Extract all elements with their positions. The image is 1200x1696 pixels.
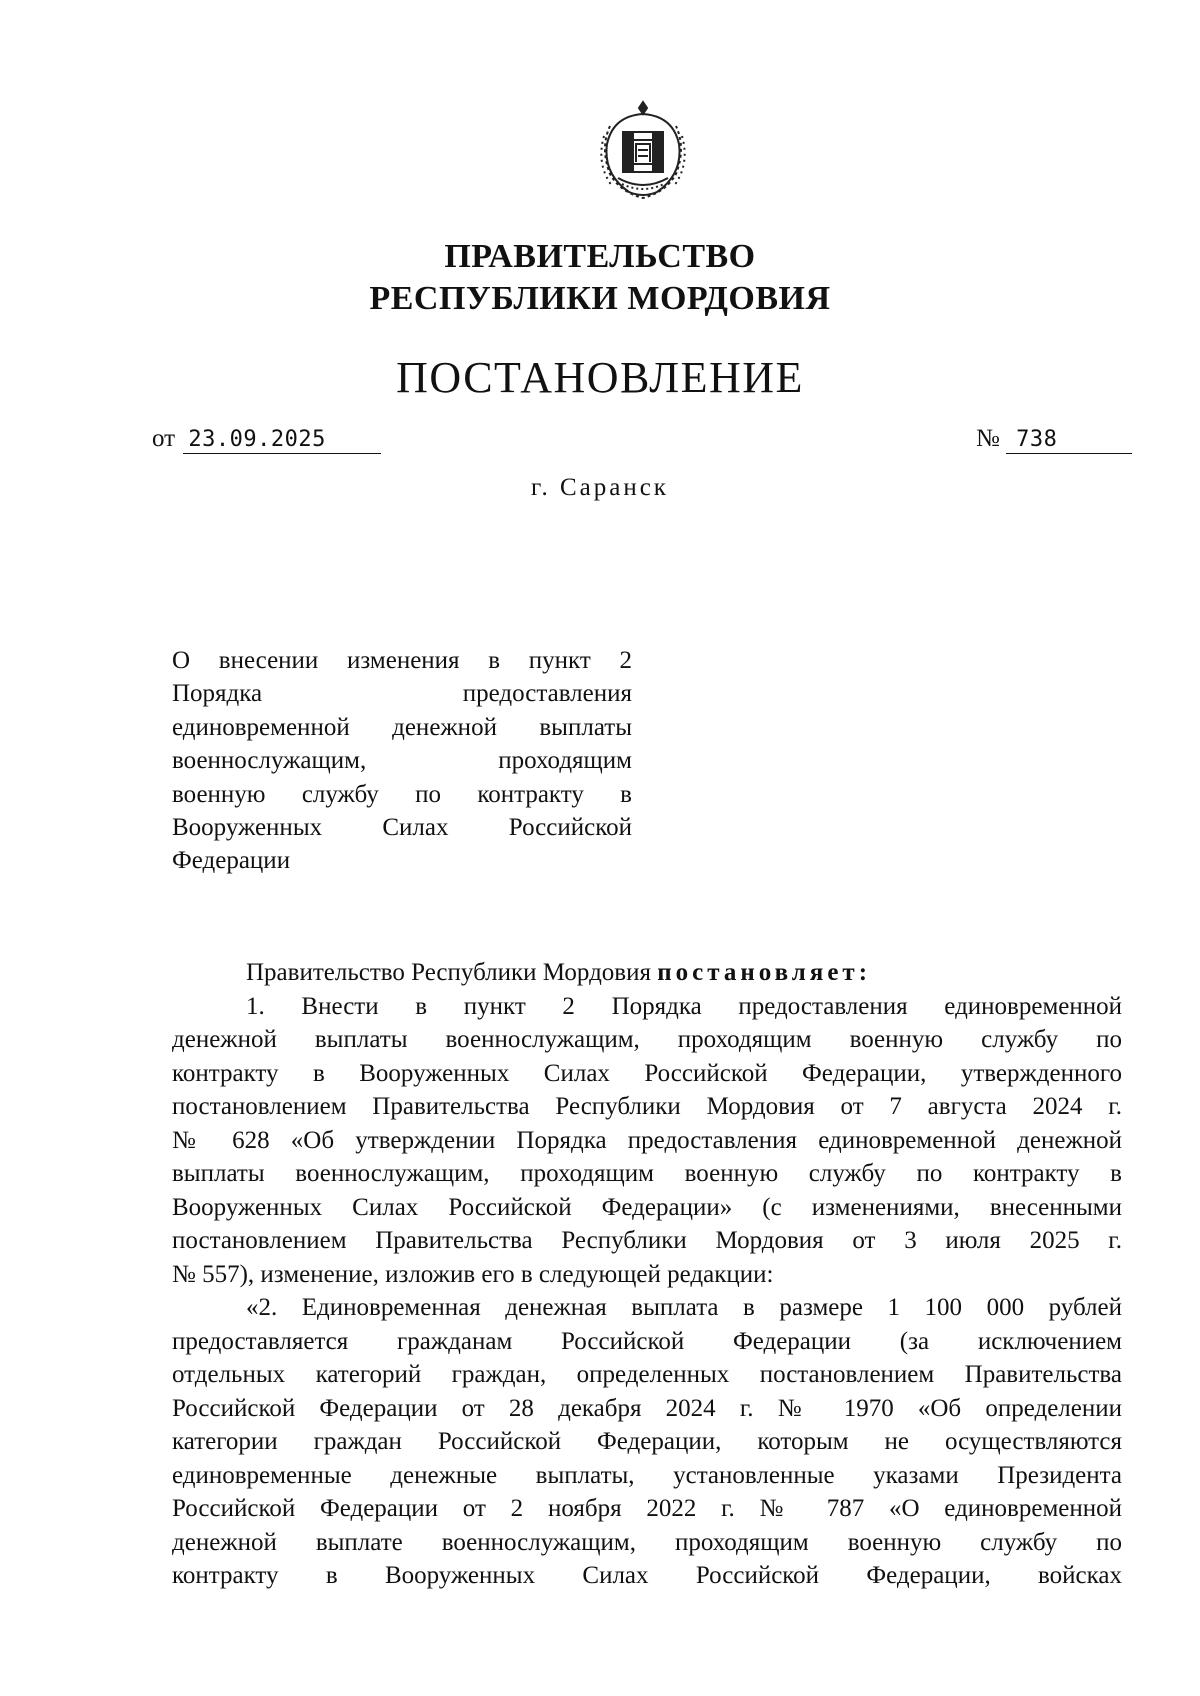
document-date: 23.09.2025 — [188, 427, 326, 452]
preamble-text: Правительство Республики Мордовия — [246, 959, 651, 986]
body-line: Российской Федерации от 2 ноября 2022 г. № 787 «О единовременной — [172, 1495, 1122, 1522]
body-line: № 557), изменение, изложив его в следующей редакции: — [172, 1260, 774, 1288]
document-body — [172, 956, 1122, 1593]
document-number: 738 — [1016, 427, 1058, 452]
body-line: выплаты военнослужащим, проходящим военную службу по контракту в — [172, 1160, 1122, 1187]
body-line: единовременные денежные выплаты, установленные указами Президента — [172, 1461, 1122, 1489]
date-field — [183, 426, 381, 454]
number-row — [976, 424, 1132, 454]
body-line: 1. Внести в пункт 2 Порядка предоставления единовременной — [246, 992, 1122, 1020]
date-row — [152, 424, 381, 454]
body-line: № 628 «Об утверждении Порядка предоставления единовременной денежной — [172, 1126, 1122, 1154]
document-type: ПОСТАНОВЛЕНИЕ — [396, 353, 804, 402]
body-line: контракту в Вооруженных Силах Российской Федерации, войсках — [172, 1562, 1122, 1589]
date-prefix: от — [152, 425, 176, 452]
subject-line: единовременной денежной выплаты — [172, 713, 632, 741]
title-line-1: ПРАВИТЕЛЬСТВО — [444, 238, 756, 275]
coat-of-arms-icon — [588, 96, 698, 206]
title-line-2: РЕСПУБЛИКИ МОРДОВИЯ — [369, 280, 831, 317]
number-prefix: № — [976, 425, 1000, 452]
body-line: Российской Федерации от 28 декабря 2024 г. № 1970 «Об определении — [172, 1394, 1122, 1422]
body-line: категории граждан Российской Федерации, которым не осуществляются — [172, 1428, 1122, 1455]
city: г. Саранск — [531, 474, 669, 501]
body-line: отдельных категорий граждан, определенных постановлением Правительства — [172, 1361, 1122, 1388]
body-line: постановлением Правительства Республики Мордовия от 3 июля 2025 г. — [172, 1227, 1122, 1254]
body-line: контракту в Вооруженных Силах Российской Федерации, утвержденного — [172, 1059, 1122, 1087]
preamble — [172, 956, 1122, 990]
subject-line: Порядка предоставления — [172, 680, 632, 708]
body-line: предоставляется гражданам Российской Федерации (за исключением — [172, 1327, 1122, 1355]
subject-line: Федерации — [172, 847, 291, 875]
subject-line: О внесении изменения в пункт 2 — [172, 647, 632, 674]
subject-line: военную службу по контракту в — [172, 780, 632, 808]
subject-line: Вооруженных Силах Российской — [172, 814, 632, 842]
subject-line: военнослужащим, проходящим — [172, 747, 632, 775]
preamble-action: постановляет: — [657, 959, 872, 986]
body-line: «2. Единовременная денежная выплата в размере 1 100 000 рублей — [246, 1294, 1122, 1321]
body-line: денежной выплаты военнослужащим, проходящим военную службу по — [172, 1026, 1122, 1053]
number-field — [1006, 426, 1132, 454]
government-title — [0, 236, 1200, 320]
body-line: Вооруженных Силах Российской Федерации» (с изменениями, внесенными — [172, 1193, 1122, 1221]
body-line: постановлением Правительства Республики Мордовия от 7 августа 2024 г. — [172, 1093, 1122, 1120]
body-line: денежной выплате военнослужащим, проходящим военную службу по — [172, 1528, 1122, 1556]
document-subject — [172, 644, 632, 878]
